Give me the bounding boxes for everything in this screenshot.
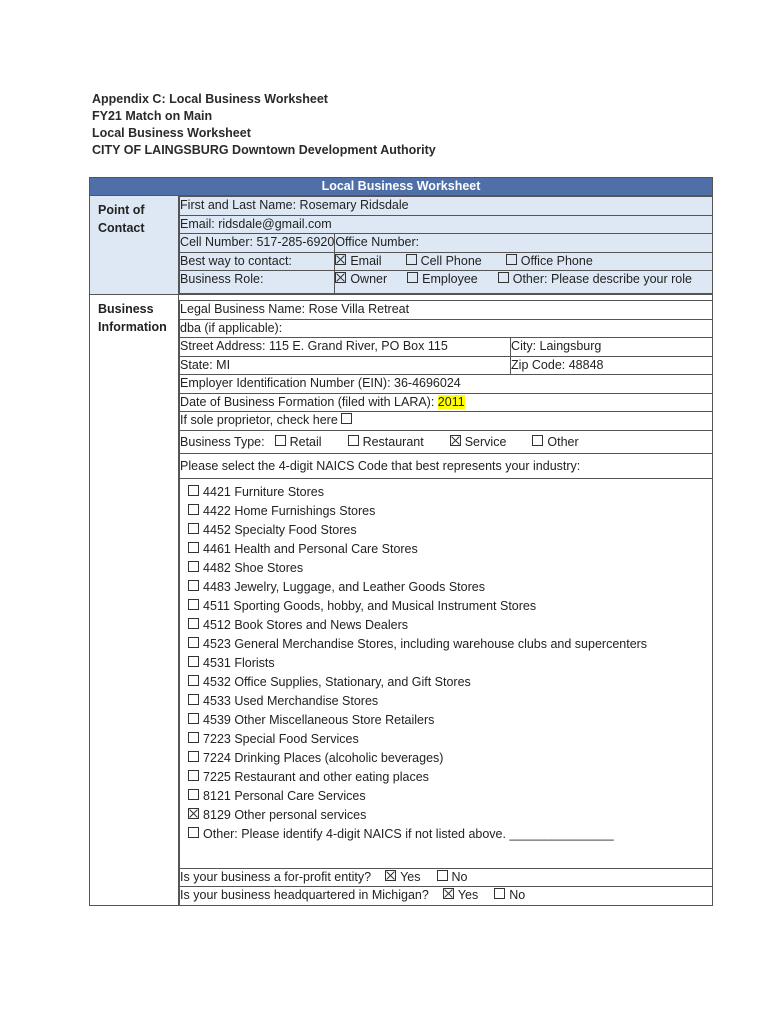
naics-checkbox[interactable] [188,637,199,648]
best-way-option-label: Email [350,253,382,268]
naics-option[interactable] [188,749,712,768]
headquarters-label: Is your business headquartered in Michigan? [180,888,429,902]
sole-proprietor-checkbox[interactable] [341,413,352,424]
naics-checkbox[interactable] [188,694,199,705]
naics-checkbox[interactable] [188,770,199,781]
for-profit-option-no[interactable] [437,869,468,887]
cell-number-field[interactable]: Cell Number: 517-285-6920 [180,234,335,253]
formation-year: 2011 [437,394,465,409]
naics-option-label: 4483 Jewelry, Luggage, and Leather Goods Stores [203,579,485,594]
business-type-label: Business Type: [180,434,265,449]
naics-option-label: 4452 Specialty Food Stores [203,522,357,537]
point-of-contact-label: Point of Contact [98,203,145,235]
best-way-option-office-phone[interactable] [506,253,593,271]
for-profit-checkbox-no[interactable] [437,870,448,881]
business-type-checkbox-other[interactable] [532,435,543,446]
point-of-contact-section [90,196,713,295]
business-type-option-label: Retail [289,434,322,449]
naics-checkbox[interactable] [188,675,199,686]
business-information-label: Business Information [98,302,167,334]
legal-name-field[interactable]: Legal Business Name: Rose Villa Retreat [180,301,712,320]
naics-option-label: 4512 Book Stores and News Dealers [203,617,409,632]
naics-option[interactable] [188,730,712,749]
business-information-section [90,295,713,906]
headquarters-option-yes[interactable] [443,887,478,905]
headquarters-field [180,887,712,905]
naics-options-cell [180,478,712,868]
street-address-field[interactable]: Street Address: 115 E. Grand River, PO Box 115 [180,338,511,357]
business-type-option-label: Service [464,434,507,449]
naics-option[interactable] [188,540,712,559]
naics-option-label: 7225 Restaurant and other eating places [203,769,429,784]
best-way-checkbox-email[interactable] [335,254,346,265]
ein-field[interactable]: Employer Identification Number (EIN): 36-4696024 [180,375,712,394]
naics-option[interactable] [188,635,712,654]
naics-option[interactable] [188,825,712,844]
naics-checkbox[interactable] [188,732,199,743]
best-way-option-label: Office Phone [520,253,593,268]
for-profit-option-label: Yes [400,869,421,884]
for-profit-option-yes[interactable] [385,869,420,887]
naics-checkbox[interactable] [188,808,199,819]
naics-option-label: 8121 Personal Care Services [203,788,366,803]
best-way-option-label: Cell Phone [420,253,482,268]
headquarters-option-no[interactable] [494,887,525,905]
business-type-checkbox-restaurant[interactable] [348,435,359,446]
naics-option[interactable] [188,787,712,806]
naics-checkbox[interactable] [188,789,199,800]
business-type-checkbox-retail[interactable] [275,435,286,446]
business-type-checkbox-service[interactable] [450,435,461,446]
naics-option-label: 4421 Furniture Stores [203,484,324,499]
state-field[interactable]: State: MI [180,356,511,375]
headquarters-checkbox-yes[interactable] [443,888,454,899]
naics-option-label: 4539 Other Miscellaneous Store Retailers [203,712,435,727]
best-way-option-cell-phone[interactable] [406,253,482,271]
naics-option-label: 4511 Sporting Goods, hobby, and Musical Instrument Stores [203,598,537,613]
naics-checkbox[interactable] [188,618,199,629]
role-checkbox-other-please-describe-your-role[interactable] [498,272,509,283]
naics-option-label: Other: Please identify 4-digit NAICS if not listed above. _______________ [203,826,614,841]
authority-name: CITY OF LAINGSBURG Downtown Development Authority [92,143,436,157]
naics-option[interactable] [188,692,712,711]
for-profit-label: Is your business a for-profit entity? [180,869,372,884]
worksheet-title: Local Business Worksheet [90,178,713,196]
business-information-fields [179,295,713,906]
naics-option-label: 4422 Home Furnishings Stores [203,503,376,518]
naics-checkbox[interactable] [188,751,199,762]
naics-option[interactable] [188,597,712,616]
naics-option-label: 4523 General Merchandise Stores, including warehouse clubs and supercenters [203,636,648,651]
naics-option-label: 8129 Other personal services [203,807,367,822]
naics-option[interactable] [188,616,712,635]
headquarters-option-label: No [509,888,526,902]
naics-option-label: 7224 Drinking Places (alcoholic beverages) [203,750,444,765]
formation-date-field[interactable] [180,393,712,412]
business-type-option-label: Other [547,434,579,449]
role-option-label: Owner [350,272,388,286]
role-option-other-please-describe-your-role[interactable] [498,271,692,289]
sole-proprietor-field[interactable] [180,412,712,431]
naics-prompt: Please select the 4-digit NAICS Code that best represents your industry: [180,453,712,478]
for-profit-field [180,868,712,887]
appendix-title: Appendix C: Local Business Worksheet [92,92,328,106]
dba-field[interactable]: dba (if applicable): [180,319,712,338]
business-role-options [335,271,712,294]
naics-option-label: 4533 Used Merchandise Stores [203,693,379,708]
formation-date-label: Date of Business Formation (filed with LARA): [180,394,438,409]
role-option-employee[interactable] [407,271,478,289]
best-way-checkbox-cell-phone[interactable] [406,254,417,265]
naics-option[interactable] [188,768,712,787]
local-business-worksheet [89,177,713,906]
point-of-contact-label-cell [90,196,179,295]
document-header [92,91,436,159]
role-checkbox-owner[interactable] [335,272,346,283]
naics-option-label: 7223 Special Food Services [203,731,359,746]
city-field[interactable]: City: Laingsburg [511,338,712,357]
point-of-contact-fields [179,196,713,295]
naics-option[interactable] [188,502,712,521]
business-type-field [180,430,712,453]
role-option-owner[interactable] [335,271,387,289]
naics-option[interactable] [188,673,712,692]
naics-checkbox[interactable] [188,504,199,515]
naics-option-label: 4532 Office Supplies, Stationary, and Gift Stores [203,674,471,689]
contact-name-field[interactable]: First and Last Name: Rosemary Ridsdale [180,197,712,216]
business-type-option-restaurant[interactable] [348,431,424,453]
business-information-label-cell [90,295,179,906]
naics-checkbox[interactable] [188,485,199,496]
program-name: FY21 Match on Main [92,109,213,123]
best-way-option-email[interactable] [335,253,381,271]
naics-option-label: 4482 Shoe Stores [203,560,304,575]
role-option-label: Other: Please describe your role [512,272,692,286]
naics-checkbox[interactable] [188,542,199,553]
headquarters-checkbox-no[interactable] [494,888,505,899]
business-type-option-label: Restaurant [362,434,424,449]
naics-checkbox[interactable] [188,713,199,724]
for-profit-option-label: No [451,869,468,884]
naics-option[interactable] [188,806,712,825]
business-type-option-other[interactable] [532,431,578,453]
office-number-field[interactable]: Office Number: [335,234,712,253]
for-profit-checkbox-yes[interactable] [385,870,396,881]
naics-checkbox[interactable] [188,580,199,591]
naics-option-label: 4531 Florists [203,655,275,670]
best-way-label: Best way to contact: [180,252,335,271]
zip-field[interactable]: Zip Code: 48848 [511,356,712,375]
naics-option[interactable] [188,578,712,597]
naics-option[interactable] [188,654,712,673]
sole-proprietor-label: If sole proprietor, check here [180,413,338,427]
naics-option[interactable] [188,521,712,540]
business-type-option-service[interactable] [450,431,507,453]
headquarters-option-label: Yes [457,888,479,902]
naics-checkbox[interactable] [188,523,199,534]
business-type-option-retail[interactable] [275,431,322,453]
naics-checkbox[interactable] [188,599,199,610]
naics-checkbox[interactable] [188,656,199,667]
role-checkbox-employee[interactable] [407,272,418,283]
naics-option[interactable] [188,711,712,730]
best-way-options [335,252,712,271]
naics-checkbox[interactable] [188,561,199,572]
contact-email-field[interactable]: Email: ridsdale@gmail.com [180,215,712,234]
worksheet-name: Local Business Worksheet [92,126,251,140]
business-role-label: Business Role: [180,271,335,294]
naics-option[interactable] [188,483,712,502]
naics-option-label: 4461 Health and Personal Care Stores [203,541,418,556]
role-option-label: Employee [422,272,478,286]
best-way-checkbox-office-phone[interactable] [506,254,517,265]
naics-checkbox[interactable] [188,827,199,838]
naics-option[interactable] [188,559,712,578]
naics-options-list [180,479,712,844]
